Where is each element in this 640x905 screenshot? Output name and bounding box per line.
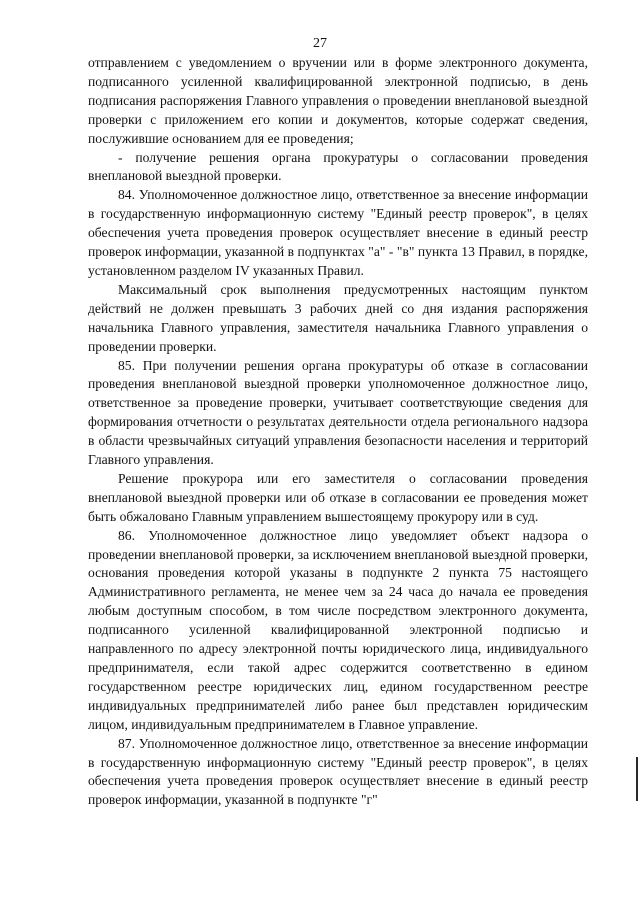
paragraph-item-84: 84. Уполномоченное должностное лицо, ответственное за внесение информации в государственную информационную систему "Единый реестр проверок", в целях обеспечения учета проведения проверок осуществляет внесение в единый реестр проверок информации, указанной в подпунктах "а" - "в" пункта 13 Правил, в порядке, установленном разделом IV указанных Правил.	[88, 187, 588, 278]
page-number: 27	[313, 36, 327, 51]
paragraph-continuation: отправлением с уведомлением о вручении или в форме электронного документа, подписанного усиленной квалифицированной электронной подписью, в день подписания распоряжения Главного управления о проведении внеплановой выездной проверки с приложением его копии и документов, которые содержат сведения, послужившие основанием для ее проведения;	[88, 55, 588, 146]
paragraph-item-86: 86. Уполномоченное должностное лицо уведомляет объект надзора о проведении внеплановой проверки, за исключением внеплановой выездной проверки, основания проведения которой указаны в подпункте 2 пункта 75 настоящего Административного регламента, не менее чем за 24 часа до начала ее проведения любым доступным способом, в том числе посредством электронного документа, подписанного усиленной квалифицированной электронной подписью и направленного по адресу электронной почты юридического лица, индивидуального предпринимателя, если такой адрес содержится соответственно в едином государственном реестре юридических лиц, едином государственном реестре индивидуальных предпринимателей либо ранее был представлен юридическим лицом, индивидуальным предпринимателем в Главное управление.	[88, 527, 588, 732]
scan-margin-mark	[636, 757, 638, 801]
paragraph-item-85: 85. При получении решения органа прокуратуры об отказе в согласовании проведения внеплановой выездной проверки уполномоченное должностное лицо, ответственное за проведение проверки, учитывает соответствующие сведения для формирования отчетности о результатах деятельности отдела регионального надзора в области чрезвычайных ситуаций управления безопасности населения и территорий Главного управления.	[88, 357, 588, 468]
paragraph-appeal: Решение прокурора или его заместителя о согласовании проведения внеплановой выездной проверки или об отказе в согласовании ее проведения может быть обжаловано Главным управлением вышестоящему прокурору или в суд.	[88, 470, 588, 524]
paragraph-list-item: - получение решения органа прокуратуры о согласовании проведения внеплановой выездной проверки.	[88, 149, 588, 184]
document-body	[88, 54, 588, 810]
paragraph-deadline: Максимальный срок выполнения предусмотренных настоящим пунктом действий не должен превышать 3 рабочих дней со дня издания распоряжения начальника Главного управления, заместителя начальника Главного управления о проведении проверки.	[88, 281, 588, 354]
paragraph-item-87: 87. Уполномоченное должностное лицо, ответственное за внесение информации в государственную информационную систему "Единый реестр проверок", в целях обеспечения учета проведения проверок осуществляет внесение в единый реестр проверок информации, указанной в подпункте "г"	[88, 735, 588, 808]
